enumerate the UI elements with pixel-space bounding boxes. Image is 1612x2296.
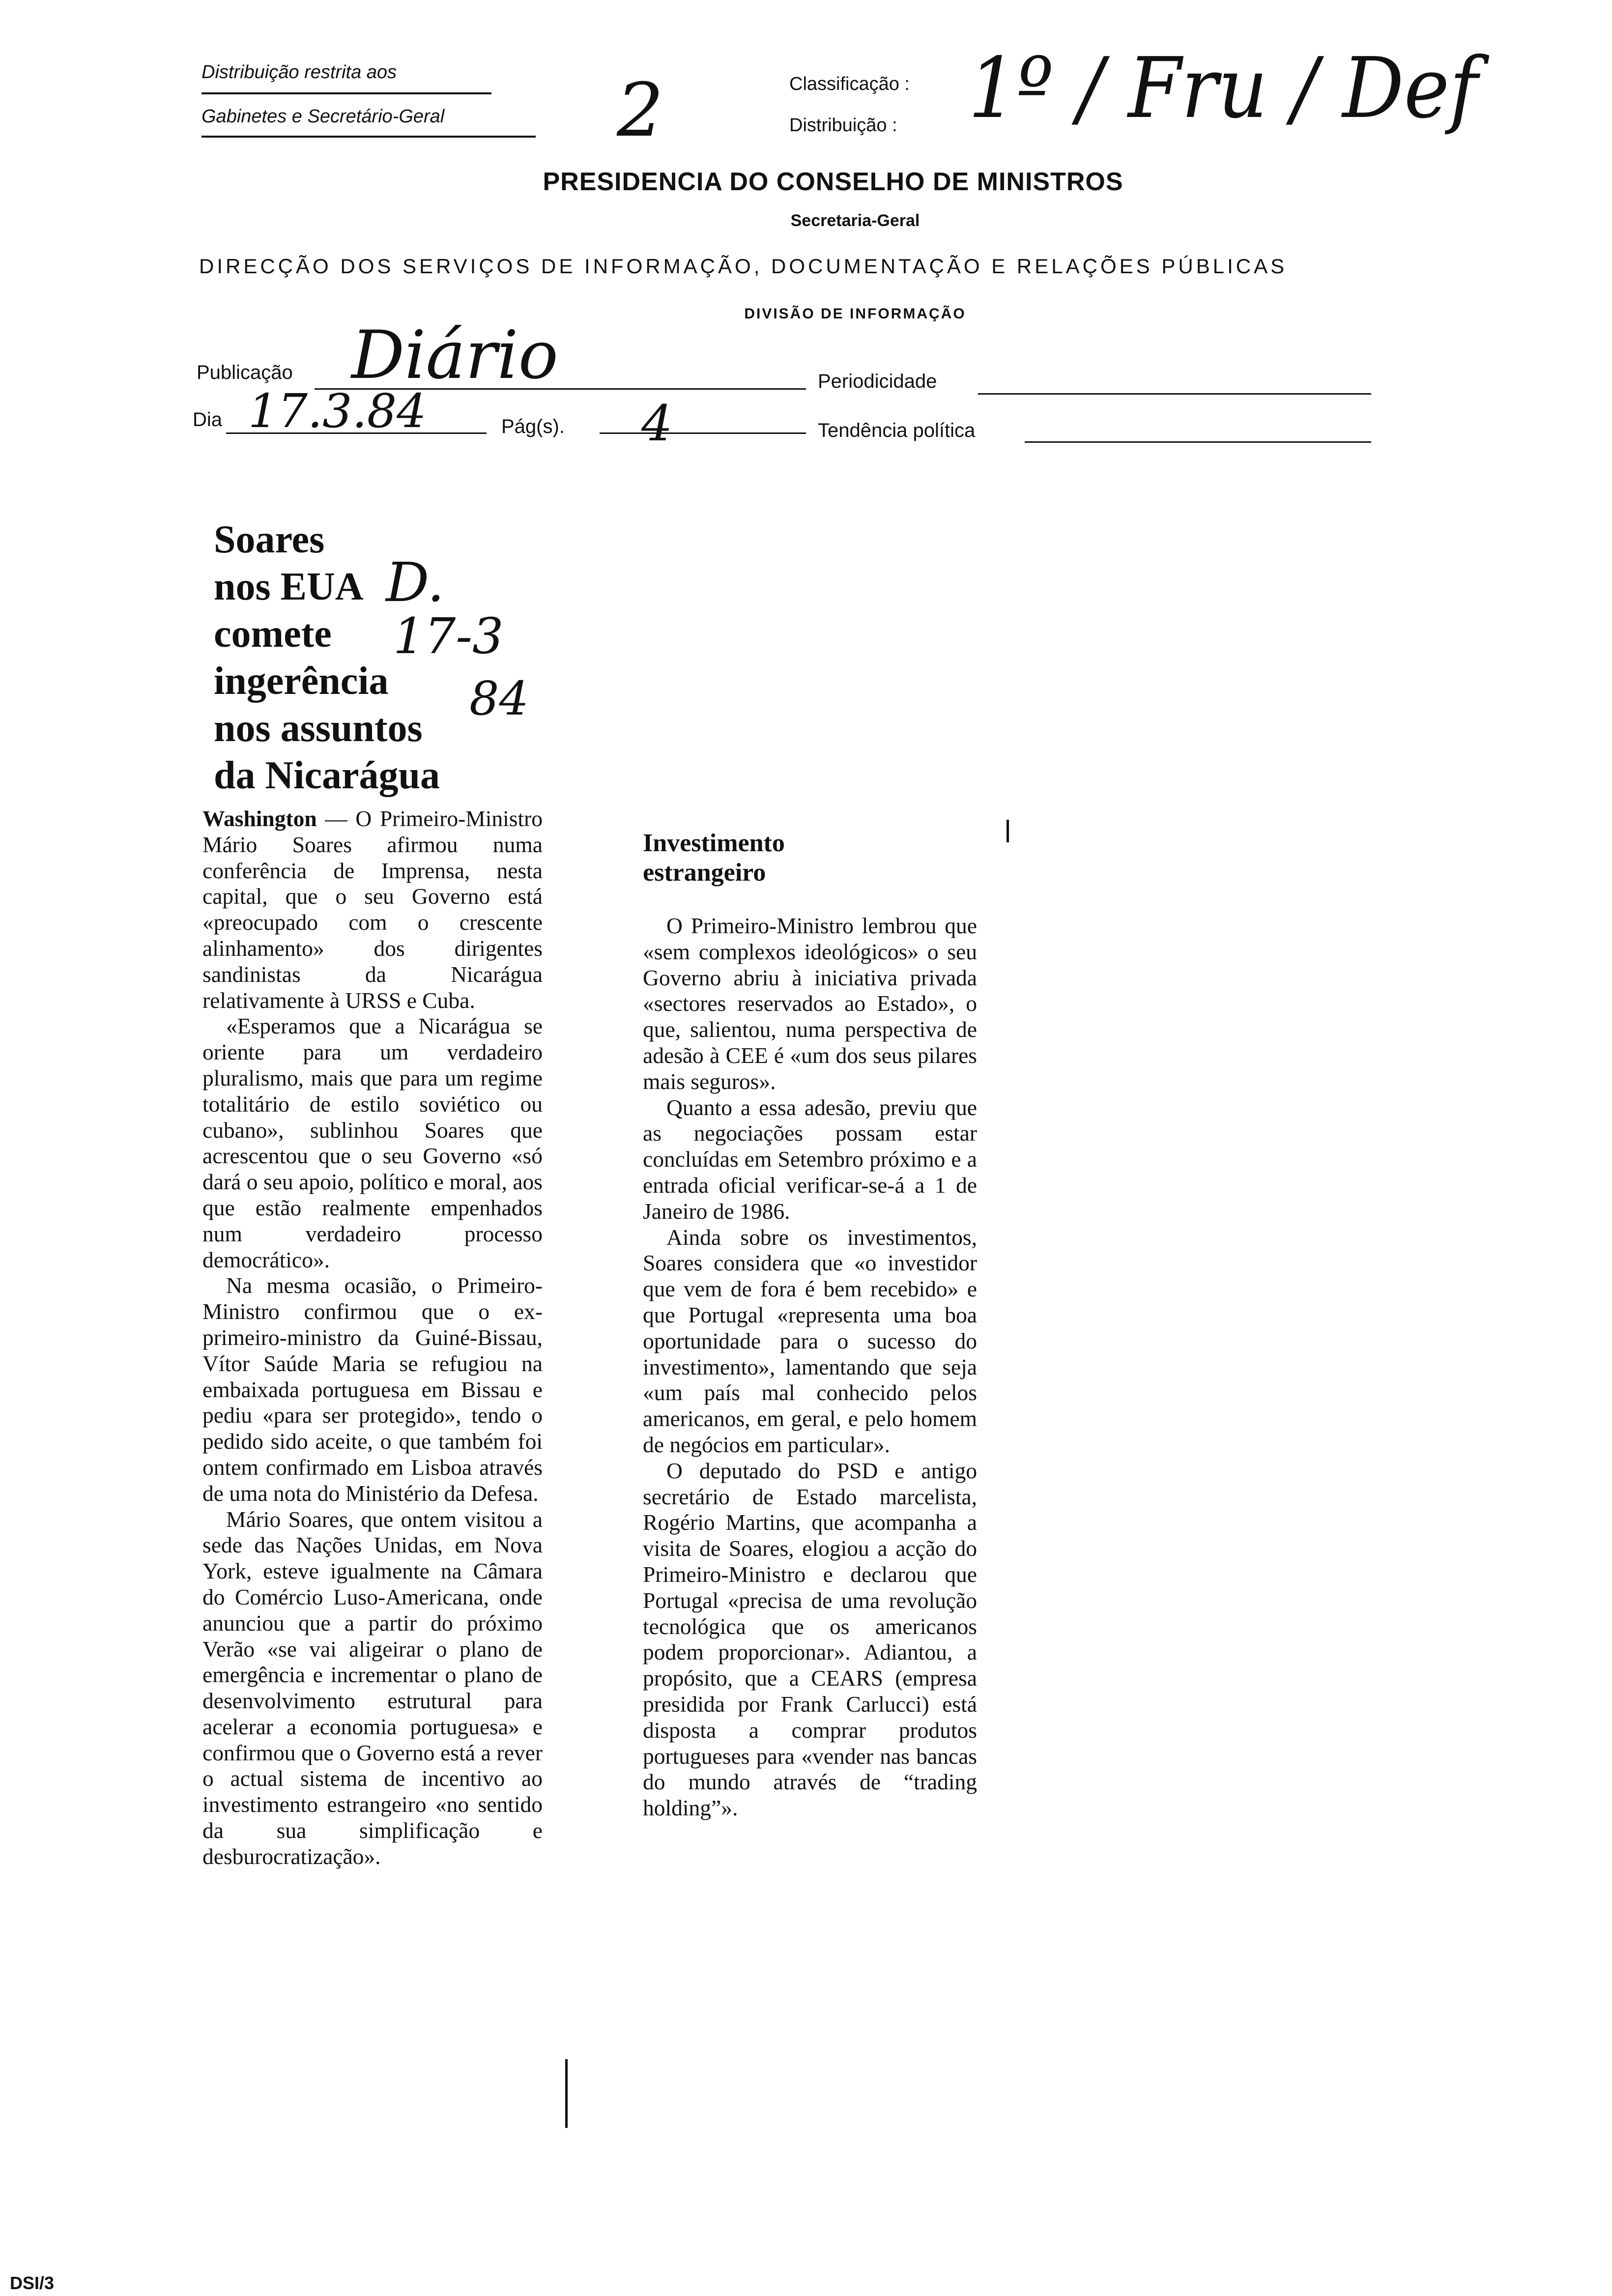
divisao-informacao: DIVISÃO DE INFORMAÇÃO <box>744 306 966 322</box>
title-line-5: nos assuntos <box>214 707 423 750</box>
title-line-3: comete <box>214 612 332 656</box>
col1-paragraph-1 <box>202 806 543 1013</box>
title-line-4: ingerência <box>214 660 389 703</box>
restricted-distribution-line-1: Distribuição restrita aos <box>202 62 397 83</box>
col1-paragraph-2: «Esperamos que a Nicarágua se oriente para um verdadeiro pluralismo, mais que para um regime totalitário de estilo soviético ou cubano», sublinhou Soares que acrescentou que o seu Governo «só dará o seu apoio, político e moral, aos que estão realmente empenhados num verdadeiro processo democrático». <box>202 1013 543 1272</box>
article-column-2 <box>643 913 977 1821</box>
tendencia-line <box>1025 441 1371 443</box>
col2-paragraph-4: O deputado do PSD e antigo secretário de Estado marcelista, Rogério Martins, que acompanha a visita de Soares, elogiou a acção do Primeiro-Ministro e declarou que Portugal «precisa de uma revolução tecnológica que os americanos podem proporcionar». Adiantou, a propósito, que a CEARS (empresa presidida por Frank Carlucci) está disposta a comprar produtos portugueses para «vender nas bancas do mundo através de “trading holding”». <box>643 1458 977 1821</box>
right-margin-mark <box>1007 820 1009 842</box>
publicacao-handwritten: Diário <box>351 316 558 394</box>
dia-label: Dia <box>193 409 223 430</box>
org-title: PRESIDENCIA DO CONSELHO DE MINISTROS <box>543 168 1123 196</box>
periodicidade-line <box>978 393 1371 395</box>
title-line-6: da Nicarágua <box>214 754 440 797</box>
col1-paragraph-4: Mário Soares, que ontem visitou a sede das Nações Unidas, em Nova York, esteve igualmente na Câmara do Comércio Luso-Americana, onde anunciou que a partir do próximo Verão «se vai aligeirar o plano de emergência e incrementar o plano de desenvolvimento estrutural para acelerar a economia portuguesa» e confirmou que o Governo está a rever o actual sistema de incentivo ao investimento estrangeiro «no sentido da sua simplificação e desburocratização». <box>202 1506 543 1869</box>
restricted-underline-2 <box>202 136 536 138</box>
title-annotation-year: 84 <box>469 672 529 726</box>
pags-line <box>600 432 806 434</box>
tendencia-label: Tendência política <box>818 420 976 441</box>
column-end-bar <box>565 2059 568 2128</box>
title-annotation-date: 17-3 <box>393 607 504 665</box>
col2-paragraph-3: Ainda sobre os investimentos, Soares considera que «o investidor que vem de fora é bem recebido» e que Portugal «representa uma boa oportunidade para o sucesso do investimento», lamentando que seja «um país mal conhecido pelos americanos, em geral, e pelo homem de negócios em particular». <box>643 1224 977 1457</box>
col2-paragraph-1: O Primeiro-Ministro lembrou que «sem complexos ideológicos» o seu Governo abriu à iniciativa privada «sectores reservados ao Estado», o que, salientou, numa perspectiva de adesão à CEE é «um dos seus pilares mais seguros». <box>643 913 977 1094</box>
title-annotation-d: D. <box>386 551 445 614</box>
col1-paragraph-1-text: — O Primeiro-Ministro Mário Soares afirmou numa conferência de Imprensa, nesta capital, que o seu Governo está «preocupado com o crescente alinhamento» dos dirigentes sandinistas da Nicarágua relativamente à URSS e Cuba. <box>202 806 543 1013</box>
section-subhead: Investimento estrangeiro <box>643 829 785 887</box>
pags-handwritten: 4 <box>641 395 673 452</box>
title-line-1: Soares <box>214 518 325 561</box>
handwritten-number-mark: 2 <box>617 68 664 153</box>
restricted-underline-1 <box>202 92 491 94</box>
secretaria-geral: Secretaria-Geral <box>790 211 920 230</box>
pags-label: Pág(s). <box>501 416 565 437</box>
article-column-1 <box>202 806 543 1870</box>
periodicidade-label: Periodicidade <box>818 371 937 392</box>
footer-code: DSI/3 <box>10 2273 55 2293</box>
direccao-servicos: DIRECÇÃO DOS SERVIÇOS DE INFORMAÇÃO, DOCUMENTAÇÃO E RELAÇÕES PÚBLICAS <box>199 255 1288 278</box>
dia-line <box>226 432 487 434</box>
restricted-distribution-line-2: Gabinetes e Secretário-Geral <box>202 106 445 127</box>
dateline: Washington <box>202 806 317 831</box>
publicacao-label: Publicação <box>197 362 293 383</box>
title-line-2: nos EUA <box>214 565 364 608</box>
col1-paragraph-3: Na mesma ocasião, o Primeiro-Ministro confirmou que o ex-primeiro-ministro da Guiné-Bissau, Vítor Saúde Maria se refugiou na embaixada portuguesa em Bissau e pediu «para ser protegido», tendo o pedido sido aceite, o que também foi ontem confirmado em Lisboa através de uma nota do Ministério da Defesa. <box>202 1273 543 1506</box>
dia-handwritten: 17.3.84 <box>248 384 427 438</box>
classificacao-label: Classificação : <box>789 74 910 94</box>
distribuicao-label: Distribuição : <box>789 115 897 136</box>
handwritten-classification: 1º / Fru / Def <box>968 40 1478 137</box>
col2-paragraph-2: Quanto a essa adesão, previu que as negociações possam estar concluídas em Setembro próximo e a entrada oficial verificar-se-á a 1 de Janeiro de 1986. <box>643 1094 977 1224</box>
